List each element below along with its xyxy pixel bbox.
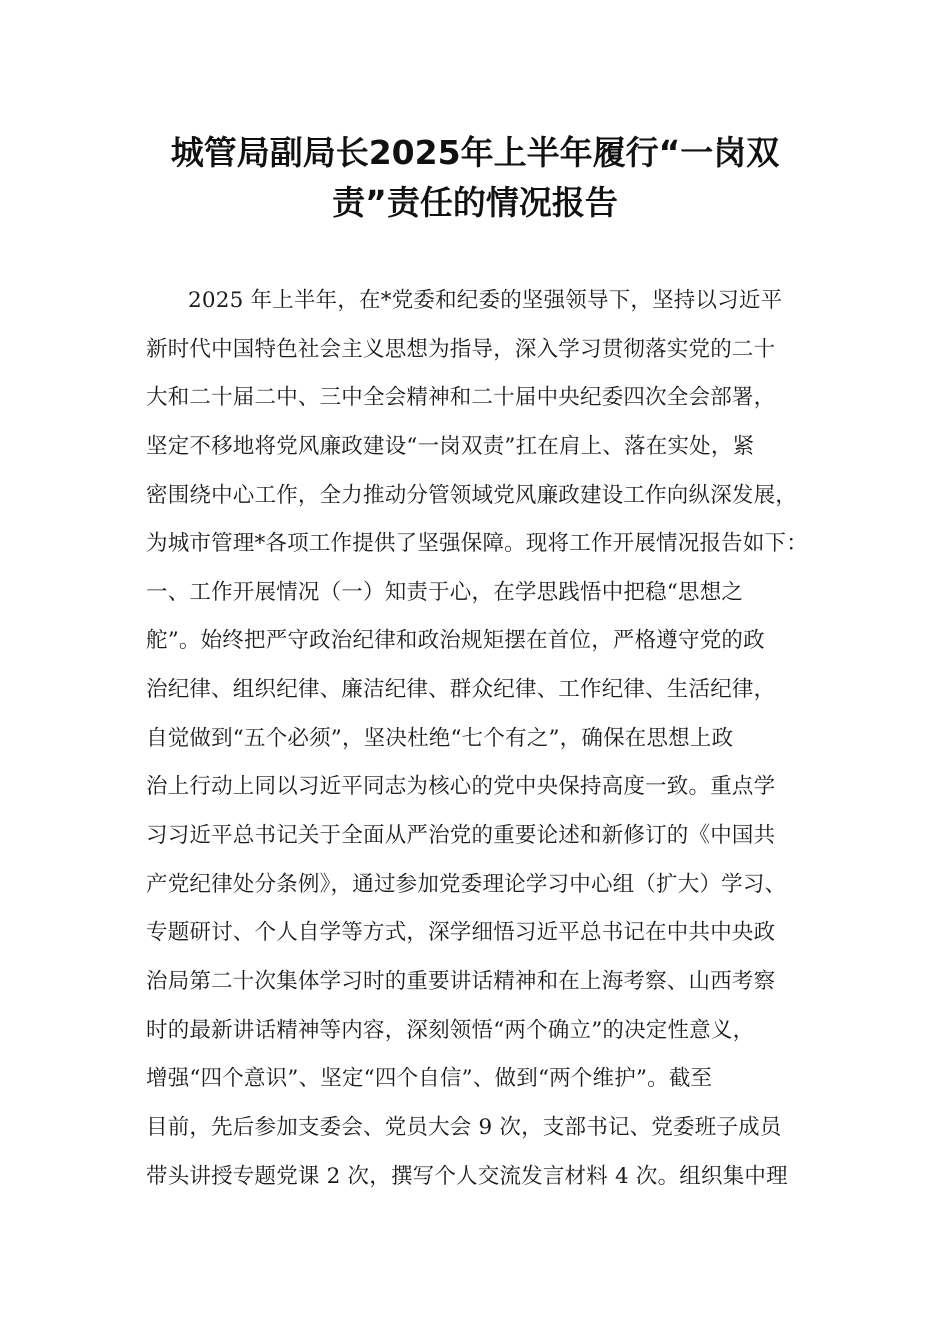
body-line: 舵”。始终把严守政治纪律和政治规矩摆在首位，严格遵守党的政	[146, 628, 765, 654]
body-line: 治局第二十次集体学习时的重要讲话精神和在上海考察、山西考察	[146, 968, 776, 994]
body-line: 为城市管理*各项工作提供了坚强保障。现将工作开展情况报告如下：	[146, 531, 808, 557]
body-line: 治纪律、组织纪律、廉洁纪律、群众纪律、工作纪律、生活纪律，	[146, 677, 776, 703]
body-line: 增强“四个意识”、坚定“四个自信”、做到“两个维护”。截至	[146, 1066, 713, 1092]
body-line: 产党纪律处分条例》，通过参加党委理论学习中心组（扩大）学习、	[146, 871, 787, 897]
document-title	[120, 128, 830, 228]
body-line: 2025 年上半年，在*党委和纪委的坚强领导下，坚持以习近平	[188, 288, 783, 313]
body-line: 专题研讨、个人自学等方式，深学细悟习近平总书记在中共中央政	[146, 920, 776, 946]
document-body	[146, 277, 826, 1201]
title-line-1: 城管局副局长2025年上半年履行“一岗双	[170, 133, 780, 172]
body-line: 习习近平总书记关于全面从严治党的重要论述和新修订的《中国共	[146, 823, 776, 849]
body-line: 新时代中国特色社会主义思想为指导，深入学习贯彻落实党的二十	[146, 336, 776, 362]
body-line: 治上行动上同以习近平同志为核心的党中央保持高度一致。重点学	[146, 774, 776, 800]
body-line: 大和二十届二中、三中全会精神和二十届中央纪委四次全会部署，	[146, 385, 776, 411]
body-line: 带头讲授专题党课 2 次，撰写个人交流发言材料 4 次。组织集中理	[146, 1163, 788, 1189]
body-line: 目前，先后参加支委会、党员大会 9 次，支部书记、党委班子成员	[146, 1114, 782, 1140]
body-line: 时的最新讲话精神等内容，深刻领悟“两个确立”的决定性意义，	[146, 1017, 755, 1043]
body-line: 自觉做到“五个必须”，坚决杜绝“七个有之”，确保在思想上政	[146, 725, 734, 751]
body-line: 密围绕中心工作，全力推动分管领域党风廉政建设工作向纵深发展，	[146, 482, 798, 508]
body-line: 一、工作开展情况（一）知责于心，在学思践悟中把稳“思想之	[146, 579, 744, 605]
title-line-2: 责”责任的情况报告	[332, 183, 618, 222]
body-line: 坚定不移地将党风廉政建设“一岗双责”扛在肩上、落在实处，紧	[146, 433, 755, 459]
